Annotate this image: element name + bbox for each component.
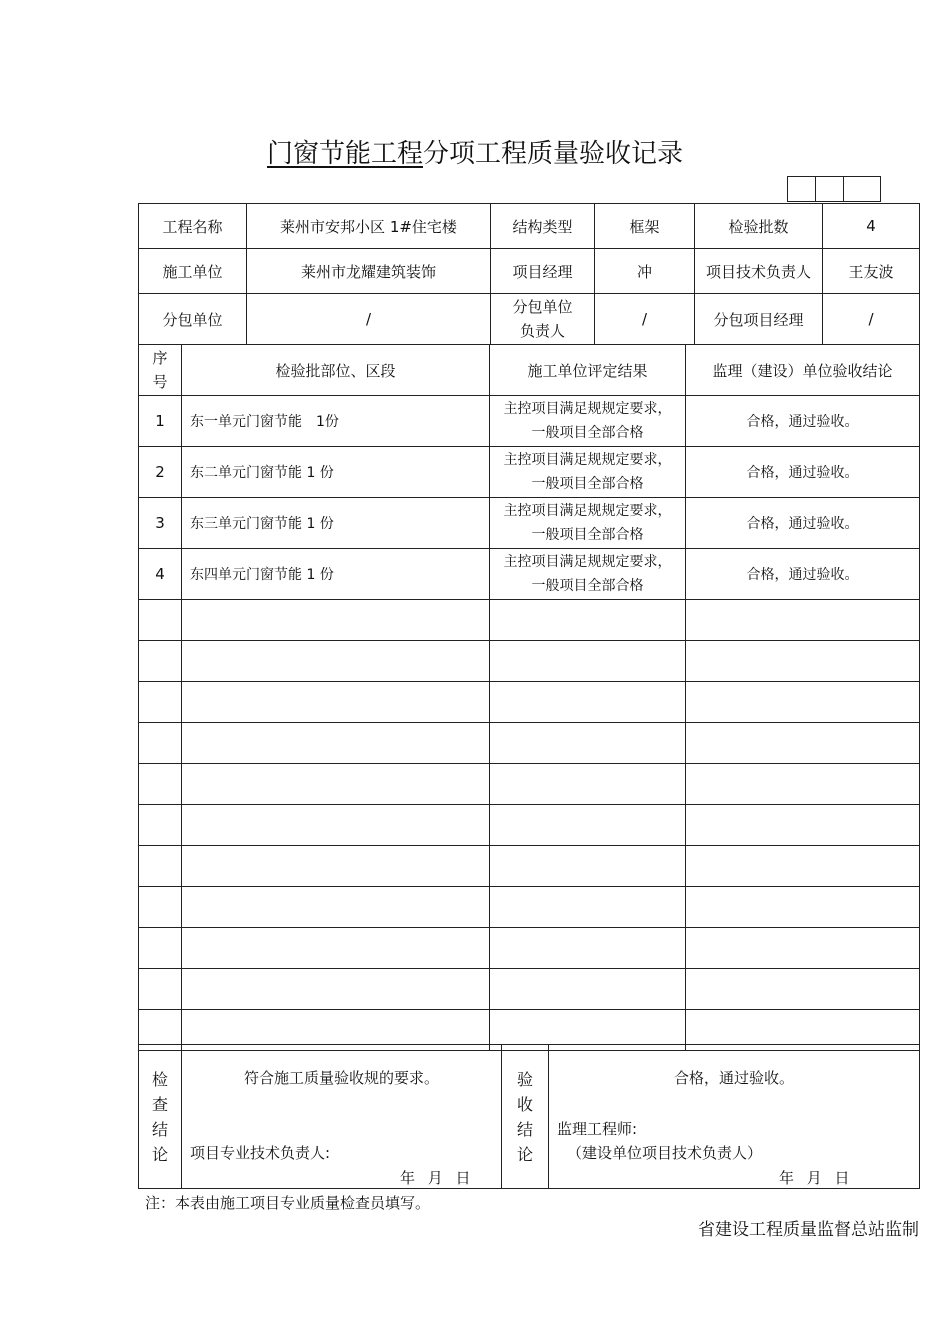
check-conclusion-block <box>182 1045 502 1189</box>
sub-pm-label: 分包项目经理 <box>695 294 823 345</box>
row-location: 东三单元门窗节能 1 份 <box>182 498 490 549</box>
sub-lead: / <box>595 294 695 345</box>
title-underlined: 门窗节能工程 <box>266 139 423 169</box>
row-location: 东二单元门窗节能 1 份 <box>182 447 490 498</box>
code-boxes <box>787 176 881 202</box>
empty-row <box>139 764 920 805</box>
structure-type-label: 结构类型 <box>491 204 595 249</box>
row-conclusion: 合格，通过验收。 <box>686 549 920 600</box>
row-eval: 主控项目满足规规定要求， 一般项目全部合格 <box>490 447 686 498</box>
check-conclusion-label: 检查结论 <box>139 1045 182 1189</box>
sub-lead-label: 分包单位负责人 <box>491 294 595 345</box>
tech-lead-label: 项目技术负责人 <box>695 249 823 294</box>
empty-row <box>139 723 920 764</box>
inspection-list-table <box>138 344 920 1051</box>
tech-lead: 王友波 <box>823 249 920 294</box>
issuer-footer: 省建设工程质量监督总站监制 <box>698 1220 919 1240</box>
project-manager: 冲 <box>595 249 695 294</box>
title-rest: 分项工程质量验收记录 <box>423 139 684 169</box>
accept-text: 合格，通过验收。 <box>673 1069 794 1087</box>
row-eval: 主控项目满足规规定要求， 一般项目全部合格 <box>490 396 686 447</box>
project-info-table <box>138 203 920 345</box>
empty-row <box>139 600 920 641</box>
accept-conclusion-block <box>549 1045 920 1189</box>
empty-row <box>139 887 920 928</box>
check-date: 年 月 日 <box>400 1169 475 1187</box>
row-no: 2 <box>139 447 182 498</box>
empty-row <box>139 641 920 682</box>
table-row <box>139 549 920 600</box>
row-no: 3 <box>139 498 182 549</box>
check-signer: 项目专业技术负责人: <box>190 1144 331 1162</box>
table-row <box>139 447 920 498</box>
code-box <box>843 176 881 202</box>
row-eval: 主控项目满足规规定要求， 一般项目全部合格 <box>490 498 686 549</box>
col-eval-header: 施工单位评定结果 <box>490 345 686 396</box>
empty-row <box>139 969 920 1010</box>
subcontractor: / <box>247 294 491 345</box>
col-location-header: 检验批部位、区段 <box>182 345 490 396</box>
project-manager-label: 项目经理 <box>491 249 595 294</box>
row-location: 东一单元门窗节能 1份 <box>182 396 490 447</box>
batch-count: 4 <box>823 204 920 249</box>
empty-row <box>139 928 920 969</box>
table-row <box>139 498 920 549</box>
row-conclusion: 合格，通过验收。 <box>686 447 920 498</box>
empty-row <box>139 805 920 846</box>
empty-row <box>139 682 920 723</box>
batch-count-label: 检验批数 <box>695 204 823 249</box>
table-row <box>139 396 920 447</box>
sub-pm: / <box>823 294 920 345</box>
code-box <box>787 176 815 202</box>
check-text: 符合施工质量验收规的要求。 <box>243 1069 439 1087</box>
row-no: 4 <box>139 549 182 600</box>
contractor-label: 施工单位 <box>139 249 247 294</box>
row-conclusion: 合格，通过验收。 <box>686 396 920 447</box>
col-conclusion-header: 监理（建设）单位验收结论 <box>686 345 920 396</box>
accept-signer-2: （建设单位项目技术负责人） <box>567 1144 763 1162</box>
accept-signer: 监理工程师: <box>557 1120 638 1138</box>
row-conclusion: 合格，通过验收。 <box>686 498 920 549</box>
structure-type: 框架 <box>595 204 695 249</box>
code-box <box>815 176 843 202</box>
page-title <box>0 133 950 170</box>
project-name: 莱州市安邦小区 1#住宅楼 <box>247 204 491 249</box>
row-location: 东四单元门窗节能 1 份 <box>182 549 490 600</box>
row-eval: 主控项目满足规规定要求， 一般项目全部合格 <box>490 549 686 600</box>
empty-row <box>139 846 920 887</box>
accept-conclusion-label: 验收结论 <box>502 1045 549 1189</box>
project-name-label: 工程名称 <box>139 204 247 249</box>
contractor: 莱州市龙耀建筑装饰 <box>247 249 491 294</box>
col-no-header: 序号 <box>139 345 182 396</box>
subcontractor-label: 分包单位 <box>139 294 247 345</box>
conclusion-table <box>138 1044 920 1189</box>
form-note: 注：本表由施工项目专业质量检查员填写。 <box>145 1194 431 1212</box>
row-no: 1 <box>139 396 182 447</box>
accept-date: 年 月 日 <box>779 1169 854 1187</box>
